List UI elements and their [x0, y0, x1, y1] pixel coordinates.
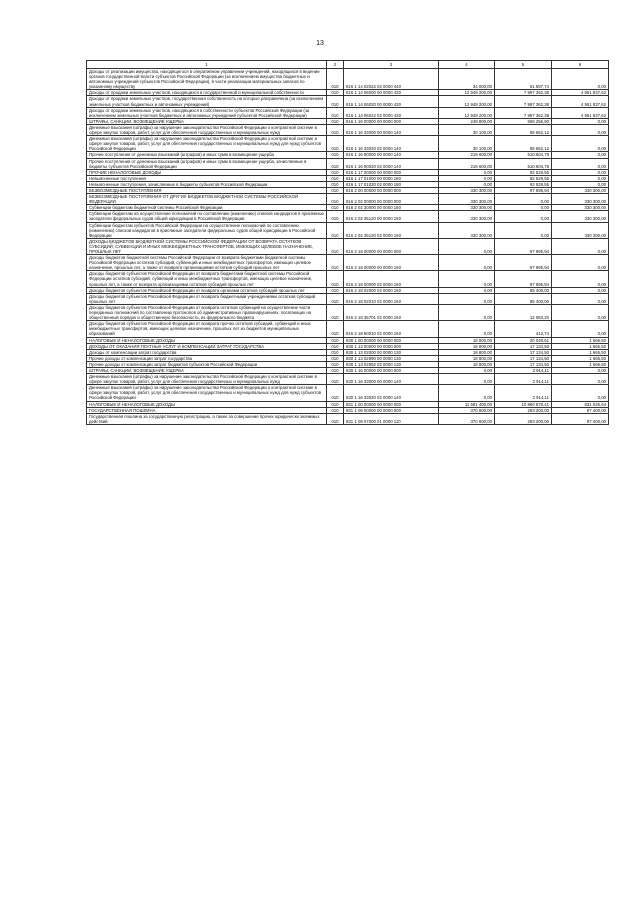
row-unexecuted-cell: 0,00	[552, 385, 609, 401]
row-name-cell: Невыясненные поступления, зачисляемые в бюджеты субъектов Российской Федерации	[87, 181, 327, 187]
row-approved-cell: 18 800,00	[439, 343, 495, 349]
table-row	[87, 158, 609, 169]
row-name-cell: Субвенции бюджетам бюджетной системы Российской Федерации	[87, 205, 327, 211]
row-code-cell: 010	[327, 337, 344, 343]
row-approved-cell: 219 600,00	[439, 158, 495, 169]
row-name-cell: Субвенции бюджетам субъектов Российской Федерации на осуществление полномочий по составлению (изменению) списков кандидатов в присяжные заседатели федеральных судов общей юрисдикции в Российской Федерации	[87, 222, 327, 238]
row-kbk-cell: 816 2 18 02010 02 0000 150	[344, 293, 439, 304]
table-row	[87, 96, 609, 107]
page-number: 13	[316, 40, 324, 47]
row-kbk-cell: 816 2 02 30000 00 0000 150	[344, 205, 439, 211]
row-kbk-cell: 831 1 00 00000 00 0000 000	[344, 401, 439, 407]
row-executed-cell: 7 997 362,38	[495, 96, 552, 107]
row-executed-cell: 283 200,00	[495, 407, 552, 413]
row-name-cell: БЕЗВОЗМЕЗДНЫЕ ПОСТУПЛЕНИЯ	[87, 187, 327, 193]
table-row	[87, 385, 609, 401]
row-code-cell: 010	[327, 238, 344, 254]
row-approved-cell: 0,00	[439, 181, 495, 187]
row-name-cell: Доходы бюджетов субъектов Российской Федерации от возврата прочих остатков субсидий, субвенций и иных межбюджетных трансфертов, имеющих целевое назначение, прошлых лет из бюджетов муниципальных образований	[87, 321, 327, 337]
row-executed-cell: 58 652,12	[495, 136, 552, 152]
row-name-cell: Доходы бюджетов бюджетной системы Российской Федерации от возврата бюджетами бюджетной системы Российской Федерации остатков субсидий, субвенций и иных межбюджетных трансфертов, имеющих целевое назначение, прошлых лет, а также от возврата организациями остатков субсидий прошлых лет	[87, 255, 327, 271]
row-unexecuted-cell: 1 665,50	[552, 349, 609, 355]
row-approved-cell: 34 000,00	[439, 69, 495, 90]
row-code-cell: 010	[327, 181, 344, 187]
table-row	[87, 355, 609, 361]
row-approved-cell: 370 600,00	[439, 413, 495, 424]
row-kbk-cell: 830 1 16 33020 02 0000 140	[344, 385, 439, 401]
row-name-cell: ДОХОДЫ БЮДЖЕТОВ БЮДЖЕТНОЙ СИСТЕМЫ РОССИЙСКОЙ ФЕДЕРАЦИИ ОТ ВОЗВРАТА ОСТАТКОВ СУБСИДИЙ, СУБВЕНЦИЙ И ИНЫХ МЕЖБЮДЖЕТНЫХ ТРАНСФЕРТОВ, ИМЕЮЩИХ ЦЕЛЕВОЕ НАЗНАЧЕНИЕ, ПРОШЛЫХ ЛЕТ	[87, 238, 327, 254]
row-executed-cell: 2 914,11	[495, 374, 552, 385]
row-executed-cell: 510 604,78	[495, 158, 552, 169]
table-row	[87, 343, 609, 349]
table-row	[87, 222, 609, 238]
row-kbk-cell: 830 1 16 33000 00 0000 140	[344, 374, 439, 385]
row-name-cell: Денежные взыскания (штрафы) за нарушение законодательства Российской Федерации о контрактной системе в сфере закупок товаров, работ, услуг для обеспечения государственных и муниципальных нужд для нужд субъектов Российской Федерации	[87, 385, 327, 401]
row-executed-cell: 510 604,78	[495, 152, 552, 158]
row-code-cell: 010	[327, 158, 344, 169]
row-unexecuted-cell: 0,00	[552, 124, 609, 135]
row-code-cell: 010	[327, 361, 344, 367]
row-code-cell: 010	[327, 136, 344, 152]
row-kbk-cell: 816 2 18 00000 02 0000 150	[344, 271, 439, 287]
row-approved-cell: 12 949 200,00	[439, 107, 495, 118]
row-unexecuted-cell: 330 300,00	[552, 194, 609, 205]
table-row	[87, 181, 609, 187]
row-unexecuted-cell: 0,00	[552, 152, 609, 158]
row-name-cell: Доходы от продажи земельных участков, государственная собственность на которые разграничена (за исключением земельных участков бюджетных и автономных учреждений)	[87, 96, 327, 107]
row-kbk-cell: 816 2 18 00000 00 0000 000	[344, 238, 439, 254]
row-name-cell: Прочие поступления от денежных взысканий (штрафов) и иных сумм в возмещение ущерба	[87, 152, 327, 158]
row-approved-cell: 12 949 200,00	[439, 90, 495, 96]
row-code-cell: 010	[327, 321, 344, 337]
row-name-cell: Доходы бюджетов субъектов Российской Федерации от возврата остатков субвенций на осуществление части переданных полномочий по составлению протоколов об административных правонарушениях, посягающих на общественный порядок и общественную безопасность, из федерального бюджета	[87, 304, 327, 320]
row-code-cell: 010	[327, 118, 344, 124]
row-executed-cell: 0,00	[495, 211, 552, 222]
column-header: 1	[87, 61, 327, 69]
table-row	[87, 287, 609, 293]
row-unexecuted-cell: 0,00	[552, 255, 609, 271]
row-name-cell: НАЛОГОВЫЕ И НЕНАЛОГОВЫЕ ДОХОДЫ	[87, 401, 327, 407]
row-kbk-cell: 816 2 18 00000 00 0000 150	[344, 255, 439, 271]
row-executed-cell: 97 895,94	[495, 238, 552, 254]
table-row	[87, 136, 609, 152]
row-kbk-cell: 830 1 13 02000 00 0000 130	[344, 349, 439, 355]
row-approved-cell: 330 300,00	[439, 187, 495, 193]
row-unexecuted-cell: 0,00	[552, 175, 609, 181]
row-name-cell: ДОХОДЫ ОТ ОКАЗАНИЯ ПЛАТНЫХ УСЛУГ И КОМПЕНСАЦИИ ЗАТРАТ ГОСУДАРСТВА	[87, 343, 327, 349]
table-row	[87, 349, 609, 355]
table-body	[87, 69, 609, 425]
row-name-cell: Доходы от компенсации затрат государства	[87, 349, 327, 355]
row-name-cell: ГОСУДАРСТВЕННАЯ ПОШЛИНА	[87, 407, 327, 413]
table-row	[87, 271, 609, 287]
row-unexecuted-cell: 0,00	[552, 367, 609, 373]
row-unexecuted-cell: 4 951 837,62	[552, 96, 609, 107]
column-header: 4	[439, 61, 495, 69]
row-unexecuted-cell: 1 665,50	[552, 343, 609, 349]
row-approved-cell: 11 681 400,00	[439, 401, 495, 407]
row-executed-cell: 0,00	[495, 194, 552, 205]
row-name-cell: Доходы бюджетов субъектов Российской Федерации от возврата органами остатков субсидий прошлых лет	[87, 287, 327, 293]
row-code-cell: 010	[327, 69, 344, 90]
row-code-cell: 010	[327, 187, 344, 193]
row-code-cell: 010	[327, 90, 344, 96]
row-kbk-cell: 816 1 17 01020 02 0000 180	[344, 181, 439, 187]
row-executed-cell: 97 895,94	[495, 187, 552, 193]
row-code-cell: 010	[327, 407, 344, 413]
row-name-cell: Прочие доходы от компенсации затрат государства	[87, 355, 327, 361]
row-executed-cell: 58 652,12	[495, 124, 552, 135]
row-code-cell: 010	[327, 374, 344, 385]
row-kbk-cell: 816 2 02 00000 00 0000 000	[344, 194, 439, 205]
row-code-cell: 010	[327, 401, 344, 407]
row-code-cell: 010	[327, 107, 344, 118]
row-unexecuted-cell: 4 951 837,62	[552, 107, 609, 118]
table-row	[87, 194, 609, 205]
row-kbk-cell: 816 2 00 00000 00 0000 000	[344, 187, 439, 193]
table-row	[87, 413, 609, 424]
row-approved-cell: 0,00	[439, 321, 495, 337]
row-name-cell: ПРОЧИЕ НЕНАЛОГОВЫЕ ДОХОДЫ	[87, 169, 327, 175]
row-unexecuted-cell: 0,00	[552, 238, 609, 254]
row-approved-cell: 30 100,00	[439, 136, 495, 152]
table-row	[87, 337, 609, 343]
row-kbk-cell: 816 1 16 90000 00 0000 140	[344, 152, 439, 158]
row-kbk-cell: 816 1 16 33000 00 0000 140	[344, 124, 439, 135]
row-name-cell: Субвенции бюджетам на осуществление полномочий по составлению (изменению) списков кандидатов в присяжные заседатели федеральных судов общей юрисдикции в Российской Федерации	[87, 211, 327, 222]
row-unexecuted-cell: 0,00	[552, 304, 609, 320]
row-unexecuted-cell: 330 300,00	[552, 187, 609, 193]
row-code-cell: 010	[327, 293, 344, 304]
row-code-cell: 010	[327, 271, 344, 287]
row-code-cell: 010	[327, 152, 344, 158]
row-unexecuted-cell: 0,00	[552, 158, 609, 169]
row-kbk-cell: 830 1 16 00000 00 0000 000	[344, 367, 439, 373]
row-code-cell: 010	[327, 413, 344, 424]
row-executed-cell: 17 134,50	[495, 361, 552, 367]
row-kbk-cell: 816 1 14 06000 00 0000 430	[344, 90, 439, 96]
row-approved-cell: 0,00	[439, 238, 495, 254]
row-executed-cell: 97 895,94	[495, 271, 552, 287]
row-kbk-cell: 816 2 18 60010 02 0000 150	[344, 321, 439, 337]
row-approved-cell: 18 800,00	[439, 355, 495, 361]
row-executed-cell: 569 256,90	[495, 118, 552, 124]
row-name-cell: Доходы бюджетов субъектов Российской Федерации от возврата бюджетами бюджетной системы Российской Федерации остатков субсидий, субвенций и иных межбюджетных трансфертов, имеющих целевое назначение, прошлых лет, а также от возврата организациями остатков субсидий прошлых лет	[87, 271, 327, 287]
table-row	[87, 321, 609, 337]
row-approved-cell: 18 800,00	[439, 337, 495, 343]
column-header: 2	[327, 61, 344, 69]
row-name-cell: Доходы от продажи земельных участков, находящихся в государственной и муниципальной собственности	[87, 90, 327, 96]
row-code-cell: 010	[327, 349, 344, 355]
row-name-cell: БЕЗВОЗМЕЗДНЫЕ ПОСТУПЛЕНИЯ ОТ ДРУГИХ БЮДЖЕТОВ БЮДЖЕТНОЙ СИСТЕМЫ РОССИЙСКОЙ ФЕДЕРАЦИИ	[87, 194, 327, 205]
row-name-cell: Денежные взыскания (штрафы) за нарушение законодательства Российской Федерации о контрактной системе в сфере закупок товаров, работ, услуг для обеспечения государственных и муниципальных нужд	[87, 374, 327, 385]
row-code-cell: 010	[327, 205, 344, 211]
row-approved-cell: 0,00	[439, 175, 495, 181]
row-kbk-cell: 816 2 18 02000 02 0000 150	[344, 287, 439, 293]
row-approved-cell: 0,00	[439, 271, 495, 287]
table-row	[87, 152, 609, 158]
row-code-cell: 010	[327, 343, 344, 349]
row-code-cell: 010	[327, 96, 344, 107]
row-kbk-cell: 816 2 02 35120 00 0000 150	[344, 211, 439, 222]
row-unexecuted-cell: 0,00	[552, 287, 609, 293]
row-executed-cell: 2 914,11	[495, 385, 552, 401]
row-kbk-cell: 816 1 16 90020 02 0000 140	[344, 158, 439, 169]
row-approved-cell: 0,00	[439, 293, 495, 304]
row-executed-cell: 92 529,55	[495, 169, 552, 175]
row-code-cell: 010	[327, 355, 344, 361]
row-name-cell: Прочие поступления от денежных взысканий (штрафов) и иных сумм в возмещение ущерба, зачисляемые в бюджеты субъектов Российской Федерации	[87, 158, 327, 169]
row-unexecuted-cell: 87 400,00	[552, 407, 609, 413]
row-code-cell: 010	[327, 304, 344, 320]
row-executed-cell: 12 083,20	[495, 304, 552, 320]
row-kbk-cell: 831 1 08 00000 00 0000 000	[344, 407, 439, 413]
row-executed-cell: 17 134,50	[495, 349, 552, 355]
row-approved-cell: 370 600,00	[439, 407, 495, 413]
row-approved-cell: 30 100,00	[439, 124, 495, 135]
row-unexecuted-cell: 330 300,00	[552, 222, 609, 238]
row-unexecuted-cell: 0,00	[552, 321, 609, 337]
row-unexecuted-cell: 330 300,00	[552, 205, 609, 211]
row-executed-cell: 7 997 362,38	[495, 90, 552, 96]
row-executed-cell: 61 597,74	[495, 69, 552, 90]
row-kbk-cell: 816 1 14 06022 02 0000 430	[344, 107, 439, 118]
row-unexecuted-cell: 1 665,50	[552, 361, 609, 367]
row-name-cell: ШТРАФЫ, САНКЦИИ, ВОЗМЕЩЕНИЕ УЩЕРБА	[87, 118, 327, 124]
row-executed-cell: 10 860 879,41	[495, 401, 552, 407]
row-kbk-cell: 816 2 02 35120 02 0000 150	[344, 222, 439, 238]
row-approved-cell: 0,00	[439, 169, 495, 175]
row-kbk-cell: 830 1 00 00000 00 0000 000	[344, 337, 439, 343]
row-code-cell: 010	[327, 194, 344, 205]
row-kbk-cell: 830 1 13 00000 00 0000 000	[344, 343, 439, 349]
row-code-cell: 010	[327, 211, 344, 222]
table-header-row	[87, 61, 609, 69]
row-unexecuted-cell: 0,00	[552, 169, 609, 175]
row-executed-cell: 17 134,50	[495, 355, 552, 361]
row-executed-cell: 7 997 362,38	[495, 107, 552, 118]
row-unexecuted-cell: 330 300,00	[552, 211, 609, 222]
table-row	[87, 124, 609, 135]
table-row	[87, 118, 609, 124]
table-row	[87, 255, 609, 271]
row-executed-cell: 92 529,55	[495, 175, 552, 181]
row-unexecuted-cell: 4 951 837,62	[552, 90, 609, 96]
row-approved-cell: 330 300,00	[439, 205, 495, 211]
column-header: 3	[344, 61, 439, 69]
row-name-cell: Доходы бюджетов субъектов Российской Федерации от возврата бюджетными учреждениями остатков субсидий прошлых лет	[87, 293, 327, 304]
row-kbk-cell: 816 1 17 01000 00 0000 180	[344, 175, 439, 181]
table-row	[87, 374, 609, 385]
row-executed-cell: 17 134,50	[495, 343, 552, 349]
row-code-cell: 010	[327, 287, 344, 293]
row-executed-cell: 92 529,55	[495, 181, 552, 187]
row-executed-cell: 0,00	[495, 205, 552, 211]
row-unexecuted-cell: 0,00	[552, 271, 609, 287]
table-row	[87, 401, 609, 407]
row-code-cell: 010	[327, 255, 344, 271]
row-executed-cell: 85 400,00	[495, 293, 552, 304]
row-name-cell: ШТРАФЫ, САНКЦИИ, ВОЗМЕЩЕНИЕ УЩЕРБА	[87, 367, 327, 373]
row-kbk-cell: 816 1 14 02022 02 0000 440	[344, 69, 439, 90]
row-approved-cell: 18 800,00	[439, 361, 495, 367]
row-approved-cell: 0,00	[439, 287, 495, 293]
row-name-cell: Доходы от реализации имущества, находящегося в оперативном управлении учреждений, находящихся в ведении органов государственной власти субъектов Российской Федерации (за исключением имущества бюджетных и автономных учреждений субъектов Российской Федерации), в части реализации материальных запасов по указанному имуществу	[87, 69, 327, 90]
row-unexecuted-cell: 0,00	[552, 136, 609, 152]
row-approved-cell: 0,00	[439, 304, 495, 320]
row-approved-cell: 330 300,00	[439, 194, 495, 205]
row-kbk-cell: 831 1 08 07000 01 0000 110	[344, 413, 439, 424]
row-unexecuted-cell: 87 400,00	[552, 413, 609, 424]
row-name-cell: Денежные взыскания (штрафы) за нарушение законодательства Российской Федерации о контрактной системе в сфере закупок товаров, работ, услуг для обеспечения государственных и муниципальных нужд	[87, 124, 327, 135]
table-row	[87, 69, 609, 90]
row-name-cell: Прочие доходы от компенсации затрат бюджетов субъектов Российской Федерации	[87, 361, 327, 367]
row-approved-cell: 0,00	[439, 367, 495, 373]
row-kbk-cell: 816 1 14 06020 00 0000 430	[344, 96, 439, 107]
table-row	[87, 238, 609, 254]
row-code-cell: 010	[327, 385, 344, 401]
column-header: 6	[552, 61, 609, 69]
row-kbk-cell: 816 2 18 35701 02 0000 150	[344, 304, 439, 320]
row-executed-cell: 412,74	[495, 321, 552, 337]
table-row	[87, 90, 609, 96]
table-row	[87, 304, 609, 320]
row-kbk-cell: 816 1 16 00000 00 0000 000	[344, 118, 439, 124]
row-name-cell: Государственная пошлина за государственную регистрацию, а также за совершение прочих юридически значимых действий	[87, 413, 327, 424]
row-approved-cell: 249 800,00	[439, 118, 495, 124]
row-executed-cell: 20 048,61	[495, 337, 552, 343]
row-name-cell: Доходы от продажи земельных участков, находящихся в собственности субъектов Российской Федерации (за исключением земельных участков бюджетных и автономных учреждений субъектов Российской Федерации)	[87, 107, 327, 118]
row-unexecuted-cell: 1 665,50	[552, 337, 609, 343]
row-unexecuted-cell: 831 025,64	[552, 401, 609, 407]
row-kbk-cell: 816 1 16 33020 02 0000 140	[344, 136, 439, 152]
row-executed-cell: 85 400,00	[495, 287, 552, 293]
row-approved-cell: 12 949 200,00	[439, 96, 495, 107]
row-kbk-cell: 816 1 17 00000 00 0000 000	[344, 169, 439, 175]
row-unexecuted-cell: 0,00	[552, 293, 609, 304]
row-name-cell: Денежные взыскания (штрафы) за нарушение законодательства Российской Федерации о контрактной системе в сфере закупок товаров, работ, услуг для обеспечения государственных и муниципальных нужд для нужд субъектов Российской Федерации	[87, 136, 327, 152]
row-approved-cell: 18 800,00	[439, 349, 495, 355]
row-executed-cell: 2 914,11	[495, 367, 552, 373]
row-unexecuted-cell: 0,00	[552, 69, 609, 90]
row-code-cell: 010	[327, 124, 344, 135]
row-name-cell: НАЛОГОВЫЕ И НЕНАЛОГОВЫЕ ДОХОДЫ	[87, 337, 327, 343]
revenue-table	[86, 60, 609, 425]
row-approved-cell: 330 300,00	[439, 211, 495, 222]
table-row	[87, 211, 609, 222]
row-unexecuted-cell: 0,00	[552, 118, 609, 124]
column-header: 5	[495, 61, 552, 69]
row-kbk-cell: 830 1 13 02990 00 0000 130	[344, 355, 439, 361]
table-row	[87, 293, 609, 304]
row-code-cell: 010	[327, 169, 344, 175]
row-executed-cell: 0,00	[495, 222, 552, 238]
row-approved-cell: 0,00	[439, 374, 495, 385]
row-unexecuted-cell: 1 665,50	[552, 355, 609, 361]
row-code-cell: 010	[327, 175, 344, 181]
row-approved-cell: 330 300,00	[439, 222, 495, 238]
row-name-cell: Невыясненные поступления	[87, 175, 327, 181]
row-unexecuted-cell: 0,00	[552, 181, 609, 187]
table-row	[87, 107, 609, 118]
row-code-cell: 010	[327, 367, 344, 373]
row-approved-cell: 0,00	[439, 255, 495, 271]
row-executed-cell: 97 895,94	[495, 255, 552, 271]
row-executed-cell: 283 200,00	[495, 413, 552, 424]
table-row	[87, 361, 609, 367]
row-approved-cell: 219 600,00	[439, 152, 495, 158]
row-kbk-cell: 830 1 13 02992 02 0000 130	[344, 361, 439, 367]
row-code-cell: 010	[327, 222, 344, 238]
row-unexecuted-cell: 0,00	[552, 374, 609, 385]
row-approved-cell: 0,00	[439, 385, 495, 401]
